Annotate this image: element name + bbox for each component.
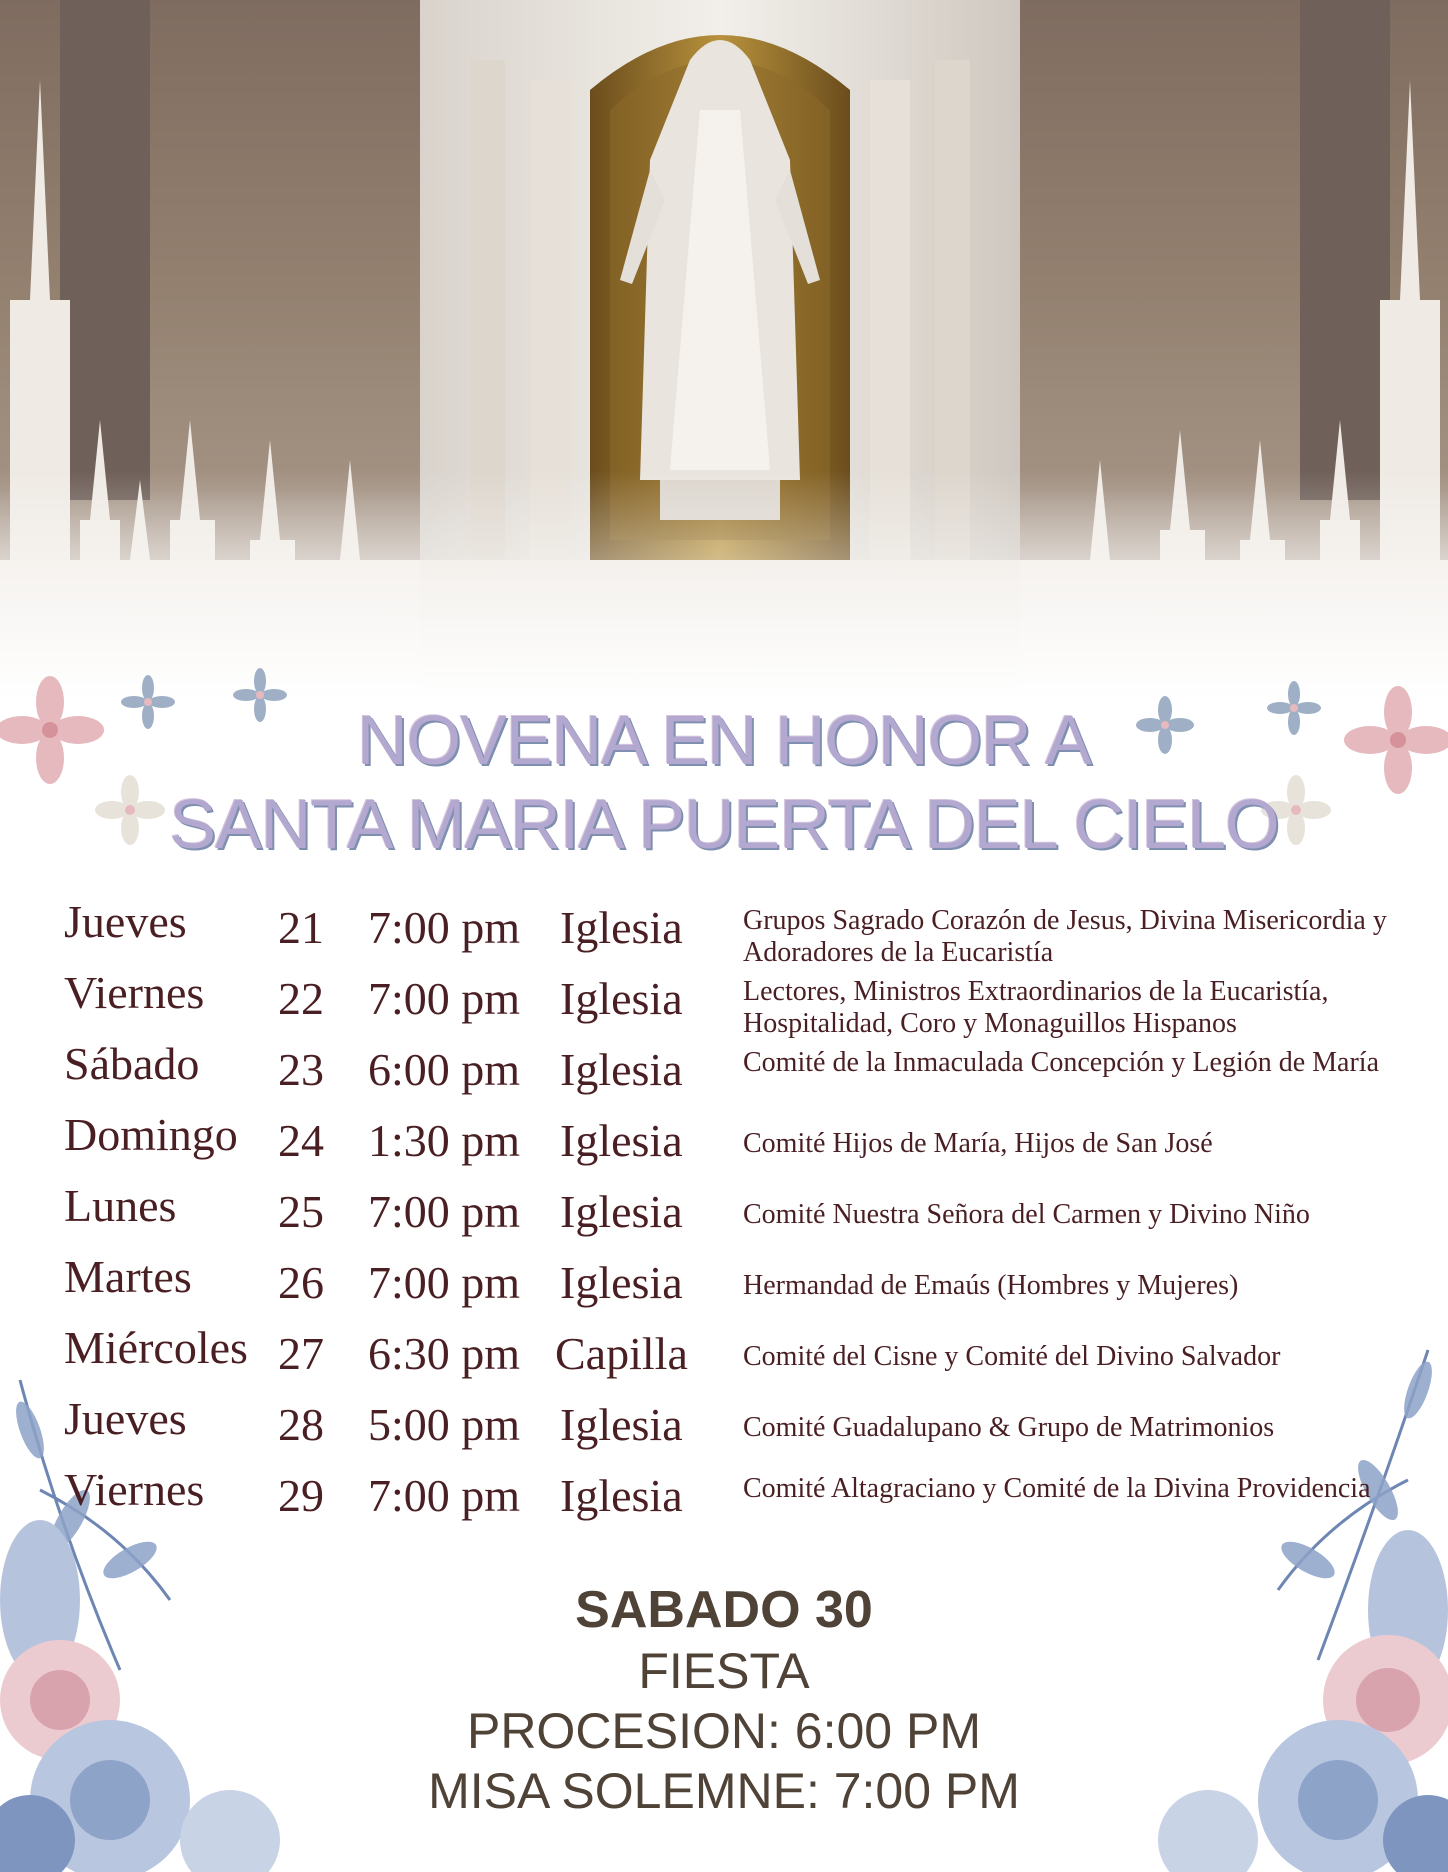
mass-time: 5:00 pm (368, 1399, 521, 1450)
day-name: Jueves (64, 896, 187, 947)
group-description: Comité Nuestra Señora del Carmen y Divino Niño (743, 1199, 1310, 1230)
location: Iglesia (560, 902, 683, 953)
schedule-row (0, 1321, 1448, 1391)
mass-time: 1:30 pm (368, 1115, 521, 1166)
mass-time: 7:00 pm (368, 1257, 521, 1308)
group-description: Comité Guadalupano & Grupo de Matrimonios (743, 1412, 1275, 1443)
location: Iglesia (560, 1115, 683, 1166)
location: Capilla (555, 1328, 688, 1379)
title-line-2: SANTA MARIA PUERTA DEL CIELO (169, 785, 1279, 863)
schedule-row (0, 1037, 1448, 1107)
day-date: 28 (278, 1399, 324, 1450)
day-date: 27 (278, 1328, 324, 1379)
day-name: Lunes (64, 1180, 177, 1231)
day-date: 22 (278, 973, 324, 1024)
schedule-row (0, 1250, 1448, 1320)
title-line-1: NOVENA EN HONOR A (357, 701, 1091, 779)
group-description: Comité del Cisne y Comité del Divino Salvador (743, 1341, 1281, 1372)
day-name: Viernes (64, 1464, 205, 1515)
mass-time: 6:30 pm (368, 1328, 521, 1379)
mass-time: 7:00 pm (368, 1470, 521, 1521)
schedule-row (0, 1108, 1448, 1178)
day-name: Jueves (64, 1393, 187, 1444)
mass-time: 7:00 pm (368, 902, 521, 953)
schedule-row (0, 1179, 1448, 1249)
day-date: 26 (278, 1257, 324, 1308)
location: Iglesia (560, 1399, 683, 1450)
group-description: Grupos Sagrado Corazón de Jesus, Divina Misericordia y Adoradores de la Eucaristía (743, 905, 1387, 968)
schedule-row (0, 895, 1448, 968)
altar-illustration (0, 0, 1448, 700)
mass-time: 7:00 pm (368, 973, 521, 1024)
day-name: Sábado (64, 1038, 200, 1089)
location: Iglesia (560, 973, 683, 1024)
mass-time: 7:00 pm (368, 1186, 521, 1237)
day-name: Viernes (64, 967, 205, 1018)
day-name: Martes (64, 1251, 192, 1302)
location: Iglesia (560, 1257, 683, 1308)
day-name: Domingo (64, 1109, 238, 1160)
hero-image-virgin-mary-statue (0, 0, 1448, 700)
group-description: Comité de la Inmaculada Concepción y Legión de María (743, 1047, 1380, 1078)
day-date: 25 (278, 1186, 324, 1237)
group-description: Hermandad de Emaús (Hombres y Mujeres) (743, 1270, 1239, 1301)
mass-time: 6:00 pm (368, 1044, 521, 1095)
location: Iglesia (560, 1186, 683, 1237)
group-description: Comité Hijos de María, Hijos de San José (743, 1128, 1213, 1159)
day-date: 23 (278, 1044, 324, 1095)
location: Iglesia (560, 1044, 683, 1095)
fiesta-label: FIESTA (638, 1643, 810, 1699)
fiesta-date: SABADO 30 (575, 1581, 873, 1639)
group-description: Lectores, Ministros Extraordinarios de la Eucaristía, Hospitalidad, Coro y Monaguillos Hispanos (743, 976, 1329, 1039)
solemn-mass-time: MISA SOLEMNE: 7:00 PM (428, 1763, 1020, 1819)
procession-time: PROCESION: 6:00 PM (466, 1703, 982, 1759)
day-name: Miércoles (64, 1322, 248, 1373)
location: Iglesia (560, 1470, 683, 1521)
day-date: 29 (278, 1470, 324, 1521)
schedule-row (0, 1463, 1448, 1533)
group-description: Comité Altagraciano y Comité de la Divina Providencia (743, 1473, 1371, 1504)
schedule-row (0, 966, 1448, 1039)
schedule-row (0, 1392, 1448, 1462)
day-date: 24 (278, 1115, 324, 1166)
day-date: 21 (278, 902, 324, 953)
